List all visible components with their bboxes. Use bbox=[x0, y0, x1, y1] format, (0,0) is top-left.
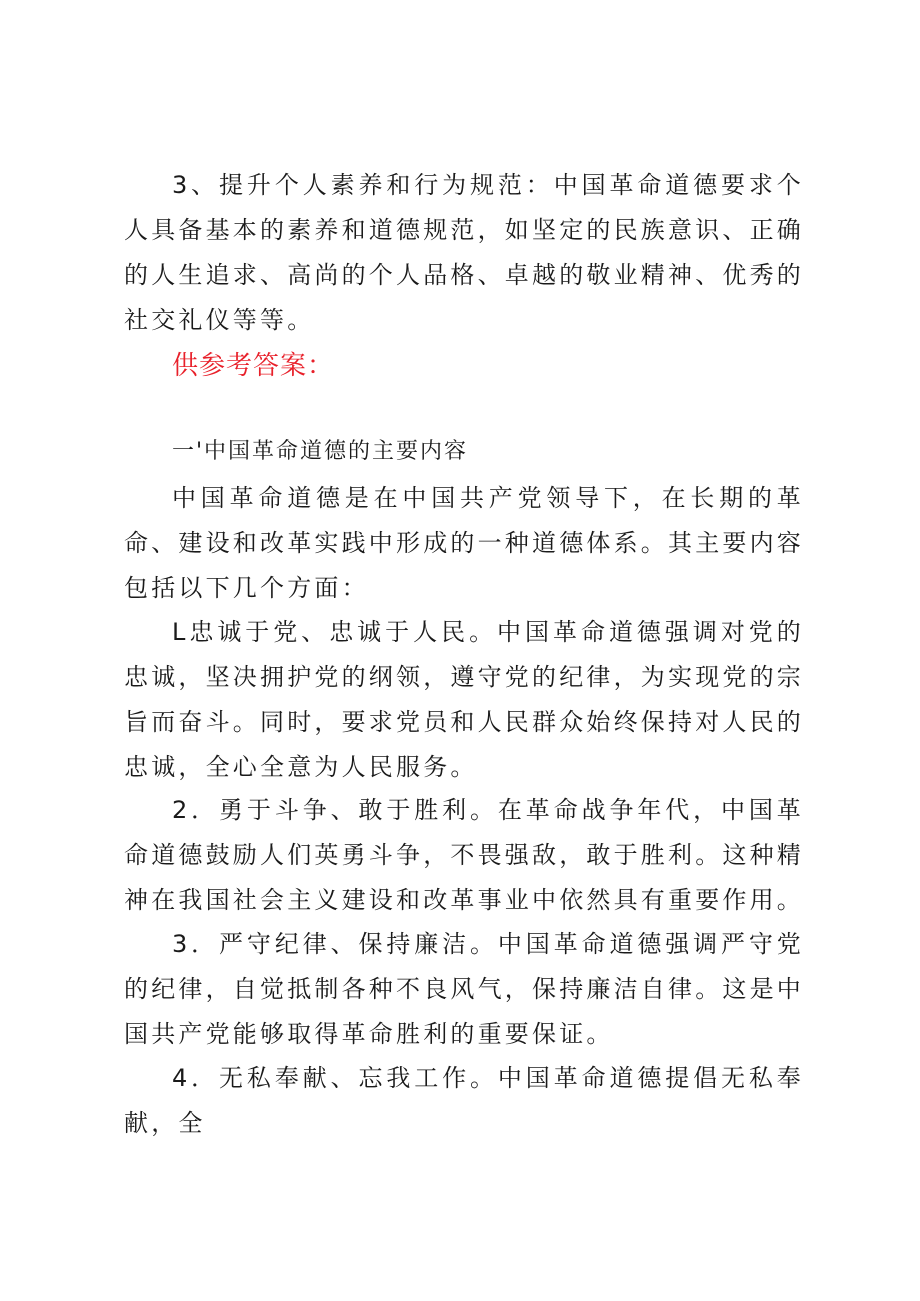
list-item: L忠诚于党、忠诚于人民。中国革命道德强调对党的忠诚，坚决拥护党的纲领，遵守党的纪律，为实现党的宗旨而奋斗。同时，要求党员和人民群众始终保持对人民的忠诚，全心全意为人民服务。 bbox=[124, 618, 804, 781]
list-item: 2．勇于斗争、敢于胜利。在革命战争年代，中国革命道德鼓励人们英勇斗争，不畏强敌，敢于胜利。这种精神在我国社会主义建设和改革事业中依然具有重要作用。 bbox=[124, 796, 804, 914]
list-item: 4．无私奉献、忘我工作。中国革命道德提倡无私奉献，全 bbox=[124, 1064, 804, 1137]
section-title: 一'中国革命道德的主要内容 bbox=[172, 439, 469, 464]
list-item: 3．严守纪律、保持廉洁。中国革命道德强调严守党的纪律，自觉抵制各种不良风气，保持廉洁自律。这是中国共产党能够取得革命胜利的重要保证。 bbox=[124, 930, 804, 1048]
intro-paragraph: 中国革命道德是在中国共产党领导下，在长期的革命、建设和改革实践中形成的一种道德体系。其主要内容包括以下几个方面： bbox=[124, 484, 804, 602]
paragraph-personal-cultivation: 3、提升个人素养和行为规范：中国革命道德要求个人具备基本的素养和道德规范，如坚定的民族意识、正确的人生追求、高尚的个人品格、卓越的敬业精神、优秀的社交礼仪等等。 bbox=[124, 171, 804, 334]
reference-answer-heading: 供参考答案： bbox=[172, 351, 335, 381]
